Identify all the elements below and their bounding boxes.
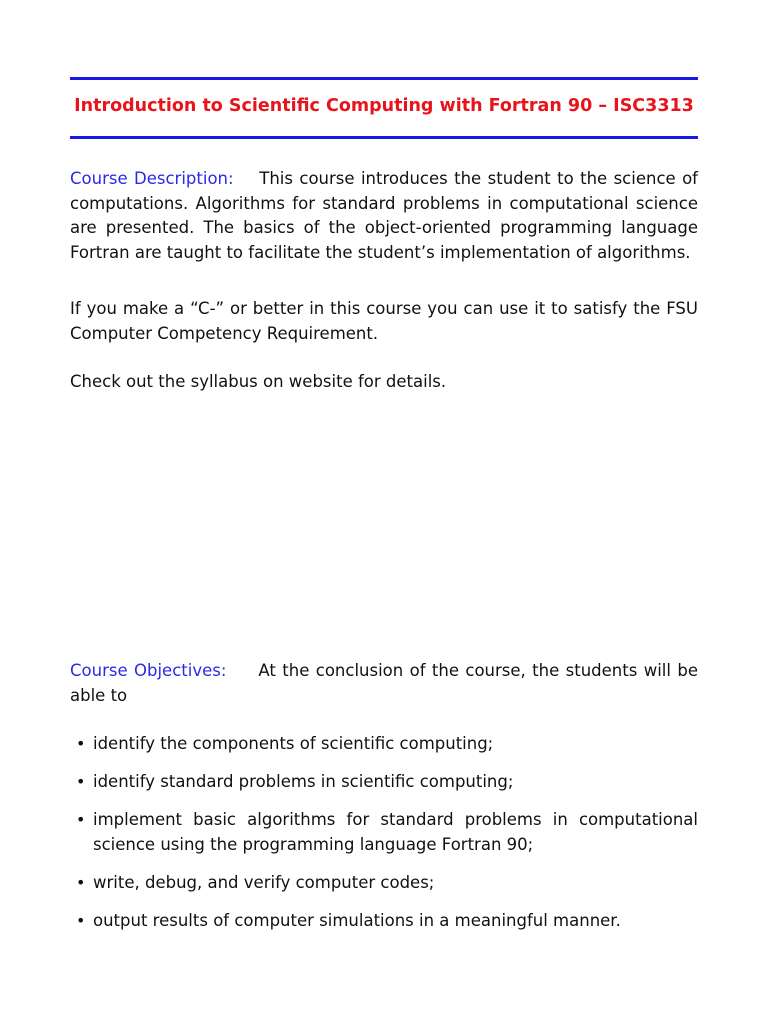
- fsu-competency-note: If you make a “C-” or better in this course you can use it to satisfy the FSU Computer Competency Requirement.: [70, 299, 698, 343]
- list-item: • implement basic algorithms for standard problems in computational science using the programming language Fortran 90;: [76, 810, 698, 854]
- bullet-icon: •: [76, 872, 86, 892]
- course-objectives-label: Course Objectives:: [70, 661, 227, 680]
- list-item: • write, debug, and verify computer codes;: [76, 871, 698, 896]
- list-item: • identify the components of scientific computing;: [76, 732, 698, 757]
- list-item: • identify standard problems in scientific computing;: [76, 770, 698, 795]
- bullet-icon: •: [76, 810, 86, 829]
- course-description-text: This course introduces the student to the science of computations. Algorithms for standard problems in computational science are presented. The basics of the object-oriented programming language Fortran are taught to facilitate the student’s implementation of algorithms.: [70, 169, 698, 262]
- bullet-icon: •: [76, 910, 86, 930]
- course-description-label: Course Description:: [70, 169, 234, 188]
- title-rule-top: [70, 77, 698, 80]
- bullet-icon: •: [76, 772, 86, 791]
- title-rule-bottom: [70, 136, 698, 139]
- bullet-icon: •: [76, 734, 86, 753]
- syllabus-note: Check out the syllabus on website for details.: [70, 372, 447, 391]
- objectives-list: [76, 732, 698, 947]
- course-description-paragraph: [70, 167, 698, 265]
- course-objectives-paragraph: [70, 659, 698, 708]
- page-title: Introduction to Scientific Computing with Fortran 90 – ISC3313: [74, 96, 694, 116]
- course-objectives-intro: At the conclusion of the course, the students will be able to: [70, 661, 699, 705]
- list-item: • output results of computer simulations in a meaningful manner.: [76, 909, 698, 934]
